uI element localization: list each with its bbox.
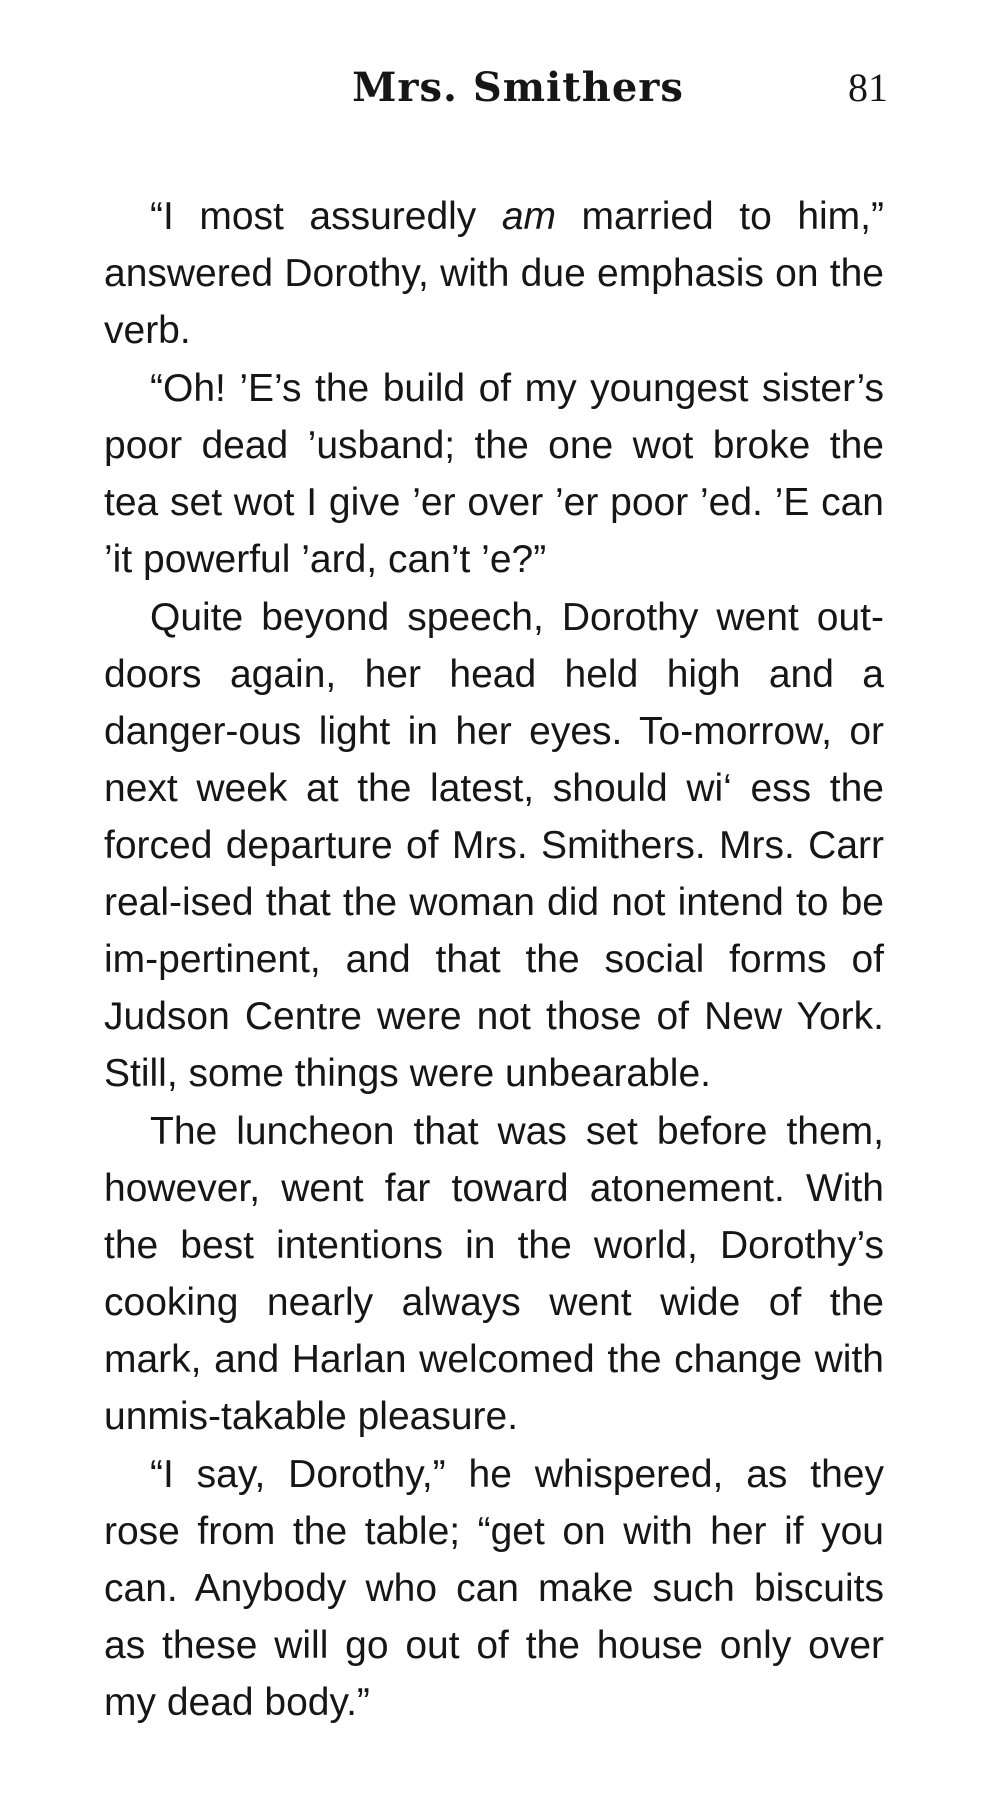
paragraph-1-after: married to him,” answered Dorothy, with due emphasis on the verb. xyxy=(104,195,884,352)
paragraph-5: “I say, Dorothy,” he whispered, as they rose from the table; “get on with her if you can. Anybody who can make such biscuits as these will go out of the house only over my dead body.” xyxy=(104,1453,884,1724)
paragraph-1-before: “I most assuredly xyxy=(150,195,502,238)
page-number: 81 xyxy=(848,65,888,110)
emphasis-word: am xyxy=(501,195,557,238)
running-head xyxy=(0,58,984,118)
running-title: Mrs. Smithers xyxy=(352,64,684,111)
paragraph-3: Quite beyond speech, Dorothy went out-doors again, her head held high and a danger-ous light in her eyes. To-morrow, or next week at the latest, should wi‘ ess the forced departure of Mrs. Smithers. Mrs. Carr real-ised that the woman did not intend to be im-pertinent, and that the social forms of Judson Centre were not those of New York. Still, some things were unbearable. xyxy=(104,596,884,1095)
body-text xyxy=(104,188,884,1731)
paragraph-4: The luncheon that was set before them, however, went far toward atonement. With the best intentions in the world, Dorothy’s cooking nearly always went wide of the mark, and Harlan welcomed the change with unmis-takable pleasure. xyxy=(104,1110,884,1438)
paragraph-2: “Oh! ’E’s the build of my youngest sister’s poor dead ’usband; the one wot broke the tea set wot I give ’er over ’er poor ’ed. ’E can ’it powerful ’ard, can’t ’e?” xyxy=(104,367,884,581)
paragraph-1 xyxy=(104,188,884,359)
